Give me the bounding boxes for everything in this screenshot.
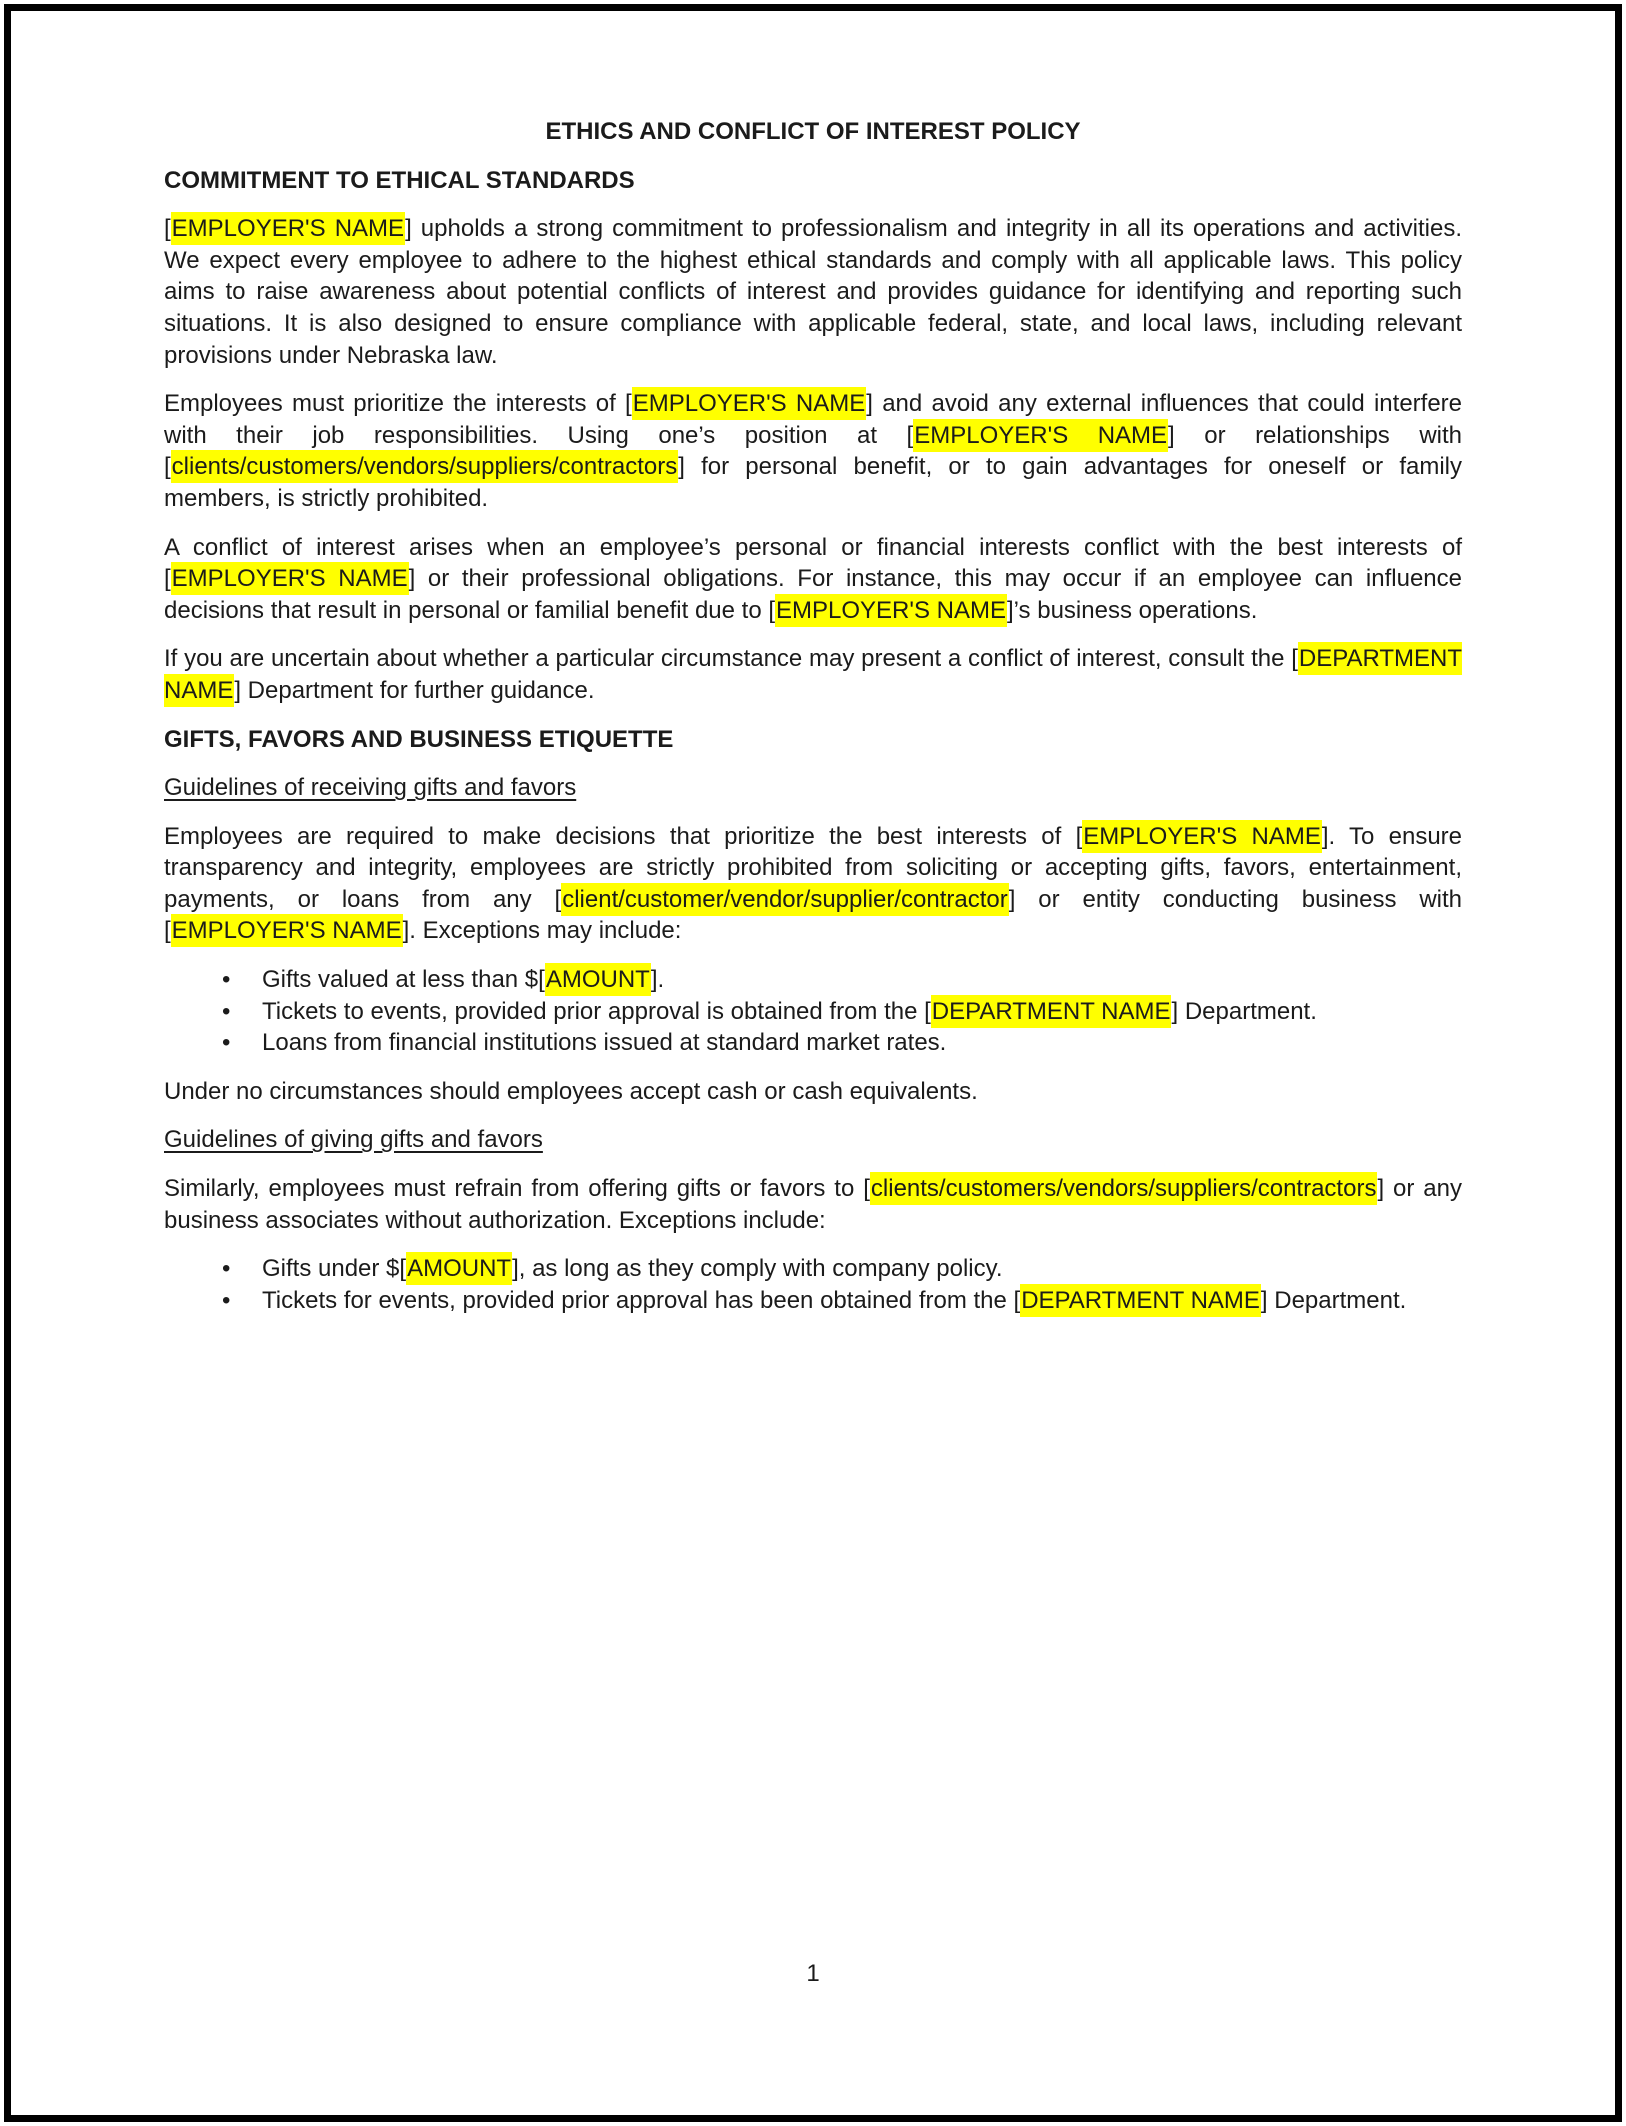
highlighted-placeholder: EMPLOYER'S NAME xyxy=(171,914,403,947)
text-run: [ xyxy=(164,215,171,243)
highlighted-placeholder: EMPLOYER'S NAME xyxy=(1082,820,1322,853)
document-title xyxy=(164,116,1462,148)
section-heading xyxy=(164,165,1462,197)
text-run: Tickets for events, provided prior approval has been obtained from the [ xyxy=(262,1286,1021,1314)
highlighted-placeholder: AMOUNT xyxy=(406,1252,512,1285)
highlighted-placeholder: EMPLOYER'S NAME xyxy=(171,562,409,595)
text-run: ] or their professional obligations. For instance, this may occur if an employee can influence decisions that result in personal or familial benefit due to [ xyxy=(164,565,1462,624)
document-content xyxy=(164,116,1462,1333)
text-run: Similarly, employees must refrain from offering gifts or favors to [ xyxy=(164,1175,870,1203)
highlighted-placeholder: EMPLOYER'S NAME xyxy=(775,594,1007,627)
subsection-heading xyxy=(164,772,1462,804)
text-run: If you are uncertain about whether a particular circumstance may present a conflict of interest, consult the [ xyxy=(164,645,1298,673)
text-run: ]’s business operations. xyxy=(1006,596,1258,624)
bullet-item xyxy=(164,996,1462,1028)
subsection-heading xyxy=(164,1124,1462,1156)
text-run: COMMITMENT TO ETHICAL STANDARDS xyxy=(164,166,635,194)
text-run: ]. To ensure transparency and integrity, employees are strictly prohibited from soliciting or accepting gifts, favors, entertainment, payments, or loans from any [ xyxy=(164,822,1463,913)
highlighted-placeholder: clients/customers/vendors/suppliers/contractors xyxy=(870,1172,1378,1205)
text-run: ]. xyxy=(650,966,665,994)
paragraph xyxy=(164,643,1462,706)
highlighted-placeholder: EMPLOYER'S NAME xyxy=(913,419,1168,452)
text-run: Tickets to events, provided prior approval is obtained from the [ xyxy=(262,997,931,1025)
paragraph xyxy=(164,821,1462,947)
bullet-list xyxy=(164,964,1462,1059)
text-run: Gifts under $[ xyxy=(262,1255,407,1283)
text-run: ] upholds a strong commitment to professionalism and integrity in all its operations and activities. We expect every employee to adhere to the highest ethical standards and comply with all applicable laws. This policy aims to raise awareness about potential conflicts of interest and provides guidance for identifying and reporting such situations. It is also designed to ensure compliance with applicable federal, state, and local laws, including relevant provisions under Nebraska law. xyxy=(164,215,1463,369)
text-run: Gifts valued at less than $[ xyxy=(262,966,545,994)
bullet-marker-icon: • xyxy=(222,1029,231,1057)
bullet-item xyxy=(164,964,1462,996)
paragraph xyxy=(164,532,1462,627)
page-number: 1 xyxy=(806,1960,820,1987)
bullet-list xyxy=(164,1253,1462,1316)
text-run: ] for personal benefit, or to gain advantages for oneself or family members, is strictly prohibited. xyxy=(164,453,1462,512)
section-heading xyxy=(164,724,1462,756)
text-run: ] Department. xyxy=(1171,997,1317,1025)
bullet-marker-icon: • xyxy=(222,1255,231,1283)
text-run: ] or entity conducting business with [ xyxy=(164,885,1463,945)
bullet-item xyxy=(164,1285,1462,1317)
highlighted-placeholder: EMPLOYER'S NAME xyxy=(632,387,867,420)
text-run: Guidelines of receiving gifts and favors xyxy=(164,774,577,802)
paragraph xyxy=(164,1173,1462,1236)
text-run: Employees are required to make decisions that prioritize the best interests of [ xyxy=(164,822,1083,850)
text-run: ] Department. xyxy=(1260,1286,1407,1314)
text-run: ]. Exceptions may include: xyxy=(402,917,682,945)
highlighted-placeholder: DEPARTMENT NAME xyxy=(164,642,1462,707)
text-run: ] or relationships with [ xyxy=(164,421,1462,481)
highlighted-placeholder: DEPARTMENT NAME xyxy=(1020,1284,1261,1317)
text-run: Guidelines of giving gifts and favors xyxy=(164,1126,543,1154)
text-run: ETHICS AND CONFLICT OF INTEREST POLICY xyxy=(545,118,1081,145)
text-run: A conflict of interest arises when an employee’s personal or financial interests conflict with the best interests of [ xyxy=(164,533,1462,593)
paragraph xyxy=(164,1076,1462,1108)
paragraph xyxy=(164,213,1462,371)
text-run: ] and avoid any external influences that could interfere with their job responsibilities. Using one’s position at [ xyxy=(164,390,1463,449)
bullet-item xyxy=(164,1253,1462,1285)
text-run: ] or any business associates without authorization. Exceptions include: xyxy=(164,1175,1463,1234)
highlighted-placeholder: AMOUNT xyxy=(545,963,651,996)
text-run: Loans from financial institutions issued at standard market rates. xyxy=(262,1029,947,1057)
bullet-marker-icon: • xyxy=(222,1286,231,1314)
highlighted-placeholder: EMPLOYER'S NAME xyxy=(171,212,405,245)
bullet-item xyxy=(164,1027,1462,1059)
bullet-marker-icon: • xyxy=(222,966,231,994)
text-run: Employees must prioritize the interests of [ xyxy=(164,390,632,418)
highlighted-placeholder: client/customer/vendor/supplier/contractor xyxy=(561,883,1009,916)
paragraph xyxy=(164,388,1462,514)
highlighted-placeholder: clients/customers/vendors/suppliers/contractors xyxy=(171,450,679,483)
bullet-marker-icon: • xyxy=(222,997,231,1025)
text-run: ] Department for further guidance. xyxy=(234,676,595,704)
text-run: GIFTS, FAVORS AND BUSINESS ETIQUETTE xyxy=(164,725,674,753)
text-run: ], as long as they comply with company policy. xyxy=(512,1255,1003,1283)
highlighted-placeholder: DEPARTMENT NAME xyxy=(931,995,1172,1028)
text-run: Under no circumstances should employees accept cash or cash equivalents. xyxy=(164,1077,978,1105)
